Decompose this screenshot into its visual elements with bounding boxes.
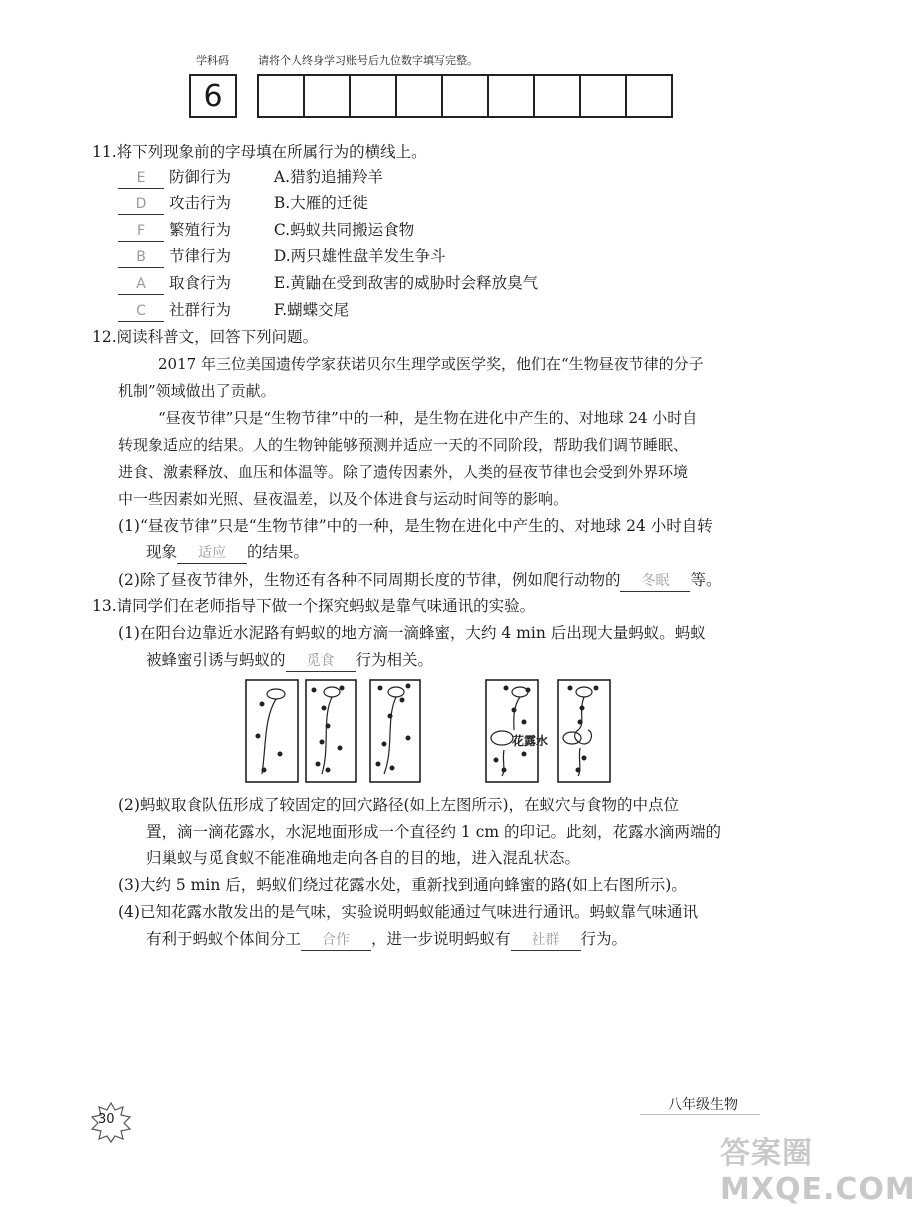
option-text: E.黄鼬在受到敌害的威胁时会释放臭气 — [273, 274, 539, 292]
q12-paragraph: “昼夜节律”只是“生物节律”中的一种，是生物在进化中产生的、对地球 24 小时自 — [158, 409, 698, 427]
q11-row — [118, 193, 368, 215]
q12-title: 12.阅读科普文，回答下列问题。 — [92, 328, 319, 346]
q11-answer-blank[interactable]: E — [118, 168, 164, 189]
ant-path-right-figures — [484, 678, 614, 784]
footer-divider — [640, 1114, 760, 1115]
digit-box[interactable] — [257, 74, 305, 118]
q12-sub2: (2)除了昼夜节律外，生物还有各种不同周期长度的节律，例如爬行动物的 冬眠 等。 — [118, 570, 721, 592]
q12-paragraph: 中一些因素如光照、昼夜温差，以及个体进食与运动时间等的影响。 — [118, 490, 569, 508]
digit-box[interactable] — [487, 74, 535, 118]
option-text: C.蚂蚁共同搬运食物 — [273, 221, 415, 239]
digit-box[interactable] — [349, 74, 397, 118]
q13-sub3: (3)大约 5 min 后，蚂蚁们绕过花露水处，重新找到通向蜂蜜的路(如上右图所示)。 — [118, 876, 687, 894]
q12-sub1-cont: 现象 适应 的结果。 — [146, 542, 309, 564]
q11-answer-blank[interactable]: C — [118, 301, 164, 322]
q13-sub2: 置，滴一滴花露水，水泥地面形成一个直径约 1 cm 的印记。此刻，花露水滴两端的 — [146, 823, 722, 841]
q13-sub2: 归巢蚁与觅食蚁不能准确地走向各自的目的地，进入混乱状态。 — [146, 849, 581, 867]
account-instruction: 请将个人终身学习账号后九位数字填写完整。 — [258, 54, 478, 67]
digit-box[interactable] — [441, 74, 489, 118]
q11-answer-blank[interactable]: A — [118, 274, 164, 295]
digit-box[interactable] — [395, 74, 443, 118]
q13-sub1-answer[interactable]: 觅食 — [286, 651, 356, 672]
q13-sub1-cont: 被蜂蜜引诱与蚂蚁的 觅食 行为相关。 — [146, 650, 433, 672]
q11-answer-blank[interactable]: F — [118, 221, 164, 242]
behavior-label: 社群行为 — [168, 301, 231, 319]
q13-sub4-answer-2[interactable]: 社群 — [511, 930, 581, 951]
q11-answer-blank[interactable]: B — [118, 247, 164, 268]
q11-row — [118, 220, 414, 242]
q12-sub1: (1)“昼夜节律”只是“生物节律”中的一种，是生物在进化中产生的、对地球 24 小时自转 — [118, 517, 713, 535]
q13-sub1: (1)在阳台边靠近水泥路有蚂蚁的地方滴一滴蜂蜜，大约 4 min 后出现大量蚂蚁。蚂蚁 — [118, 624, 706, 642]
q12-sub2-answer[interactable]: 冬眠 — [620, 571, 690, 592]
q13-sub4-cont: 有利于蚂蚁个体间分工 合作 ，进一步说明蚂蚁有 社群 行为。 — [146, 929, 627, 951]
digit-box[interactable] — [625, 74, 673, 118]
option-text: D.两只雄性盘羊发生争斗 — [273, 247, 446, 265]
figure-label-perfume: 花露水 — [512, 734, 549, 748]
q13-sub2: (2)蚂蚁取食队伍形成了较固定的回穴路径(如上左图所示)，在蚁穴与食物的中点位 — [118, 796, 680, 814]
behavior-label: 攻击行为 — [168, 194, 231, 212]
ant-path-left-figures — [244, 678, 434, 784]
watermark: 答案圈 MXQE.COM — [720, 1136, 916, 1207]
q12-paragraph: 转现象适应的结果。人的生物钟能够预测并适应一天的不同阶段，帮助我们调节睡眠、 — [118, 436, 689, 454]
behavior-label: 节律行为 — [168, 247, 231, 265]
q12-paragraph: 机制”领域做出了贡献。 — [118, 382, 276, 400]
q11-row — [118, 246, 446, 268]
digit-box[interactable] — [533, 74, 581, 118]
book-label: 八年级生物 — [668, 1097, 738, 1113]
option-text: A.猎豹追捕羚羊 — [273, 168, 383, 186]
behavior-label: 取食行为 — [168, 274, 231, 292]
page-number: 30 — [98, 1112, 115, 1127]
option-text: B.大雁的迁徙 — [273, 194, 368, 212]
q12-paragraph: 2017 年三位美国遗传学家获诺贝尔生理学或医学奖，他们在“生物昼夜节律的分子 — [158, 355, 704, 373]
digit-box[interactable] — [303, 74, 351, 118]
q13-title: 13.请同学们在老师指导下做一个探究蚂蚁是靠气味通讯的实验。 — [92, 597, 536, 615]
account-number-boxes — [191, 74, 673, 116]
behavior-label: 繁殖行为 — [168, 221, 231, 239]
q12-sub1-answer[interactable]: 适应 — [177, 543, 247, 564]
q12-paragraph: 进食、激素释放、血压和体温等。除了遗传因素外，人类的昼夜节律也会受到外界环境 — [118, 463, 689, 481]
q11-row — [118, 167, 383, 189]
q11-row — [118, 300, 349, 322]
behavior-label: 防御行为 — [168, 168, 231, 186]
q11-row — [118, 273, 538, 295]
digit-box[interactable] — [579, 74, 627, 118]
option-text: F.蝴蝶交尾 — [273, 301, 350, 319]
q13-sub4: (4)已知花露水散发出的是气味，实验说明蚂蚁能通过气味进行通讯。蚂蚁靠气味通讯 — [118, 903, 698, 921]
q13-sub4-answer-1[interactable]: 合作 — [301, 930, 371, 951]
subject-code-label: 学科码 — [196, 54, 229, 67]
q11-answer-blank[interactable]: D — [118, 194, 164, 215]
q11-title: 11.将下列现象前的字母填在所属行为的横线上。 — [92, 143, 427, 161]
subject-code-box: 6 — [189, 74, 237, 118]
